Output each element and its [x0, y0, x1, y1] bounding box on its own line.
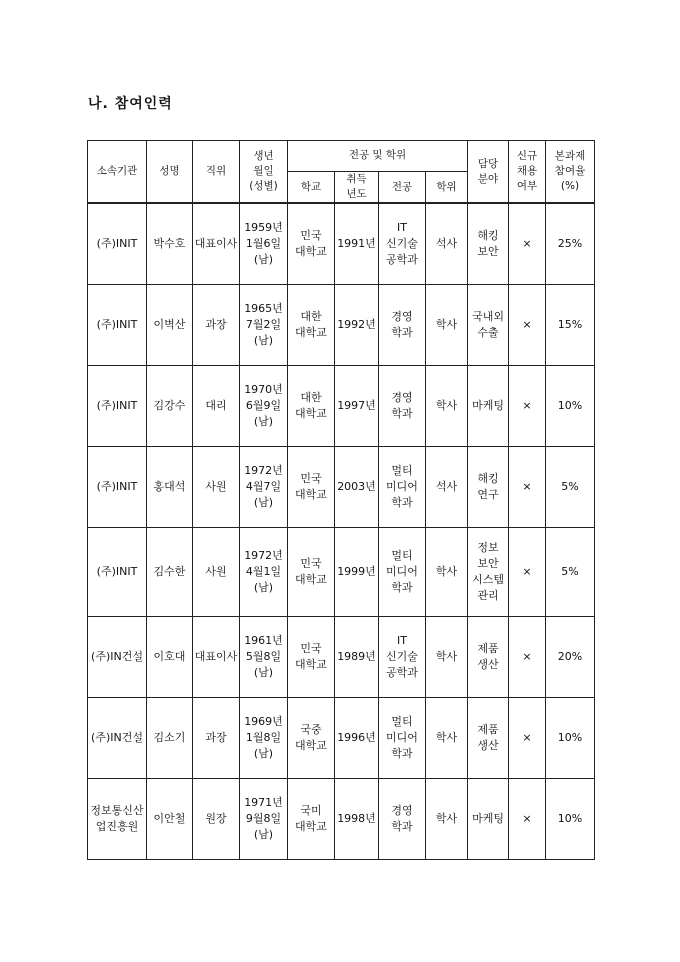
cell-rate: 10% — [546, 778, 595, 859]
cell-year: 1996년 — [335, 697, 379, 778]
header-year: 취득 년도 — [335, 172, 379, 204]
cell-name: 김수한 — [147, 527, 193, 616]
cell-new-hire: × — [509, 778, 546, 859]
table-row — [88, 778, 595, 859]
header-field: 담당 분야 — [468, 141, 509, 204]
cell-major: 멀티 미디어 학과 — [379, 697, 426, 778]
section-title: 나. 참여인력 — [88, 96, 173, 112]
cell-birth: 1969년 1월8일 (남) — [240, 697, 288, 778]
cell-field: 마케팅 — [468, 778, 509, 859]
cell-degree: 학사 — [426, 778, 468, 859]
cell-rate: 5% — [546, 527, 595, 616]
cell-degree: 학사 — [426, 616, 468, 697]
table-row — [88, 616, 595, 697]
cell-new-hire: × — [509, 697, 546, 778]
cell-birth: 1970년 6월9일 (남) — [240, 365, 288, 446]
cell-degree: 학사 — [426, 365, 468, 446]
cell-major: 멀티 미디어 학과 — [379, 527, 426, 616]
header-major: 전공 — [379, 172, 426, 204]
header-name: 성명 — [147, 141, 193, 204]
cell-org: (주)INIT — [88, 365, 147, 446]
cell-field: 마케팅 — [468, 365, 509, 446]
table-row — [88, 203, 595, 284]
cell-birth: 1972년 4월1일 (남) — [240, 527, 288, 616]
cell-rate: 25% — [546, 203, 595, 284]
header-birth: 생년 월일 (성별) — [240, 141, 288, 204]
cell-major: 경영 학과 — [379, 284, 426, 365]
cell-name: 이벽산 — [147, 284, 193, 365]
cell-school: 대한 대학교 — [288, 284, 335, 365]
header-position: 직위 — [193, 141, 240, 204]
cell-name: 이호대 — [147, 616, 193, 697]
cell-year: 1998년 — [335, 778, 379, 859]
cell-field: 해킹 연구 — [468, 446, 509, 527]
cell-birth: 1959년 1월6일 (남) — [240, 203, 288, 284]
cell-org: (주)IN건설 — [88, 616, 147, 697]
cell-position: 과장 — [193, 284, 240, 365]
cell-position: 대표이사 — [193, 616, 240, 697]
header-major-degree: 전공 및 학위 — [288, 141, 468, 172]
table-row — [88, 284, 595, 365]
cell-year: 1989년 — [335, 616, 379, 697]
cell-major: IT 신기술 공학과 — [379, 616, 426, 697]
cell-degree: 학사 — [426, 527, 468, 616]
cell-rate: 15% — [546, 284, 595, 365]
staff-table — [87, 140, 595, 860]
cell-position: 대표이사 — [193, 203, 240, 284]
cell-new-hire: × — [509, 203, 546, 284]
cell-org: (주)INIT — [88, 446, 147, 527]
cell-new-hire: × — [509, 616, 546, 697]
cell-degree: 학사 — [426, 697, 468, 778]
header-participation: 본과제 참여율 (%) — [546, 141, 595, 204]
cell-major: 멀티 미디어 학과 — [379, 446, 426, 527]
table-row — [88, 697, 595, 778]
header-degree: 학위 — [426, 172, 468, 204]
cell-org: (주)INIT — [88, 527, 147, 616]
table-row — [88, 365, 595, 446]
cell-degree: 학사 — [426, 284, 468, 365]
cell-new-hire: × — [509, 284, 546, 365]
cell-name: 김강수 — [147, 365, 193, 446]
cell-major: IT 신기술 공학과 — [379, 203, 426, 284]
cell-new-hire: × — [509, 365, 546, 446]
cell-year: 1992년 — [335, 284, 379, 365]
cell-org: (주)INIT — [88, 203, 147, 284]
table-row — [88, 446, 595, 527]
cell-position: 사원 — [193, 446, 240, 527]
cell-birth: 1965년 7월2일 (남) — [240, 284, 288, 365]
cell-rate: 5% — [546, 446, 595, 527]
cell-school: 국미 대학교 — [288, 778, 335, 859]
cell-name: 박수호 — [147, 203, 193, 284]
cell-degree: 석사 — [426, 203, 468, 284]
cell-position: 원장 — [193, 778, 240, 859]
cell-org: (주)IN건설 — [88, 697, 147, 778]
cell-school: 민국 대학교 — [288, 616, 335, 697]
cell-rate: 10% — [546, 697, 595, 778]
cell-org: 정보통신산 업진흥원 — [88, 778, 147, 859]
cell-name: 홍대석 — [147, 446, 193, 527]
cell-field: 해킹 보안 — [468, 203, 509, 284]
cell-new-hire: × — [509, 527, 546, 616]
cell-rate: 20% — [546, 616, 595, 697]
table-row — [88, 527, 595, 616]
cell-birth: 1971년 9월8일 (남) — [240, 778, 288, 859]
cell-birth: 1961년 5월8일 (남) — [240, 616, 288, 697]
cell-field: 제품 생산 — [468, 616, 509, 697]
header-school: 학교 — [288, 172, 335, 204]
cell-position: 대리 — [193, 365, 240, 446]
cell-rate: 10% — [546, 365, 595, 446]
cell-field: 정보 보안 시스템 관리 — [468, 527, 509, 616]
header-org: 소속기관 — [88, 141, 147, 204]
cell-field: 국내외 수출 — [468, 284, 509, 365]
cell-year: 1997년 — [335, 365, 379, 446]
cell-name: 이안철 — [147, 778, 193, 859]
cell-degree: 석사 — [426, 446, 468, 527]
cell-year: 1999년 — [335, 527, 379, 616]
cell-school: 민국 대학교 — [288, 446, 335, 527]
cell-org: (주)INIT — [88, 284, 147, 365]
cell-school: 대한 대학교 — [288, 365, 335, 446]
cell-school: 민국 대학교 — [288, 203, 335, 284]
cell-year: 2003년 — [335, 446, 379, 527]
cell-position: 사원 — [193, 527, 240, 616]
cell-year: 1991년 — [335, 203, 379, 284]
cell-school: 민국 대학교 — [288, 527, 335, 616]
cell-field: 제품 생산 — [468, 697, 509, 778]
cell-name: 김소기 — [147, 697, 193, 778]
cell-major: 경영 학과 — [379, 778, 426, 859]
cell-birth: 1972년 4월7일 (남) — [240, 446, 288, 527]
cell-major: 경영 학과 — [379, 365, 426, 446]
header-new-hire: 신규 채용 여부 — [509, 141, 546, 204]
cell-school: 국중 대학교 — [288, 697, 335, 778]
cell-new-hire: × — [509, 446, 546, 527]
cell-position: 과장 — [193, 697, 240, 778]
